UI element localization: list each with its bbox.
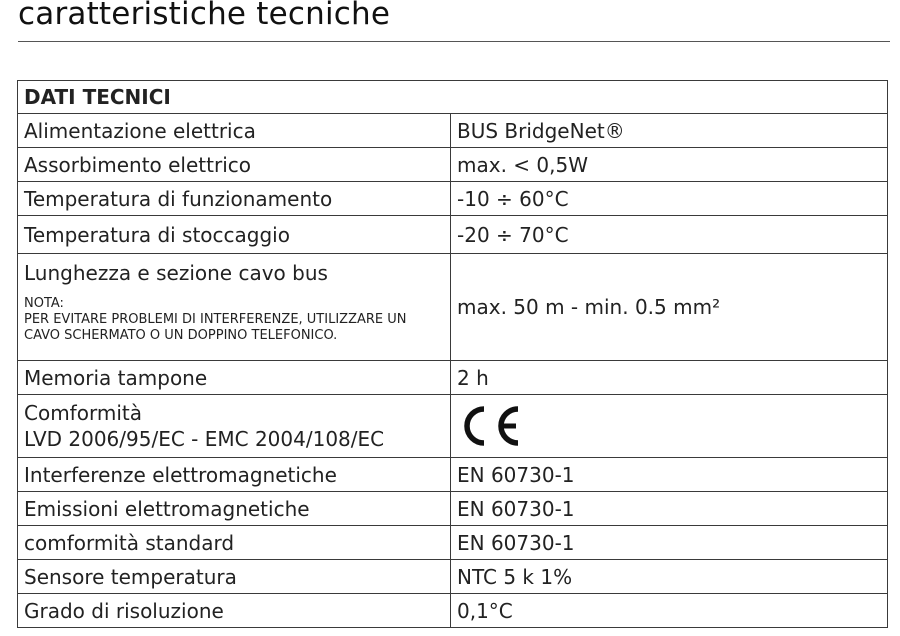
row-value: -20 ÷ 70°C — [451, 216, 888, 254]
table-row — [18, 182, 888, 216]
row-value: EN 60730-1 — [451, 458, 888, 492]
row-value — [451, 395, 888, 458]
row-value: NTC 5 k 1% — [451, 560, 888, 594]
table-header: DATI TECNICI — [18, 81, 888, 114]
table-row — [18, 560, 888, 594]
row-label: Emissioni elettromagnetiche — [18, 492, 451, 526]
row-label: Assorbimento elettrico — [18, 148, 451, 182]
row-sublabel: LVD 2006/95/EC - EMC 2004/108/EC — [24, 427, 385, 451]
cable-note — [24, 296, 444, 344]
row-label: Interferenze elettromagnetiche — [18, 458, 451, 492]
table-row — [18, 458, 888, 492]
row-value: EN 60730-1 — [451, 526, 888, 560]
row-label: Grado di risoluzione — [18, 594, 451, 628]
table-row — [18, 114, 888, 148]
table-row — [18, 216, 888, 254]
table-header-row — [18, 81, 888, 114]
row-value: 2 h — [451, 361, 888, 395]
row-label: Temperatura di funzionamento — [18, 182, 451, 216]
row-value: max. 50 m - min. 0.5 mm² — [451, 254, 888, 361]
row-label: Temperatura di stoccaggio — [18, 216, 451, 254]
table-row — [18, 395, 888, 458]
table-row — [18, 361, 888, 395]
table-row — [18, 526, 888, 560]
technical-data-table — [17, 80, 888, 628]
row-value: -10 ÷ 60°C — [451, 182, 888, 216]
title-divider — [18, 41, 890, 42]
row-value: EN 60730-1 — [451, 492, 888, 526]
note-title: NOTA: — [24, 296, 64, 311]
row-label: Comformità — [24, 401, 142, 425]
ce-mark-icon — [457, 403, 881, 449]
row-value: 0,1°C — [451, 594, 888, 628]
row-label: Sensore temperatura — [18, 560, 451, 594]
table-row — [18, 492, 888, 526]
row-value: BUS BridgeNet® — [451, 114, 888, 148]
row-label: comformità standard — [18, 526, 451, 560]
row-label: Memoria tampone — [18, 361, 451, 395]
note-line: CAVO SCHERMATO O UN DOPPINO TELEFONICO. — [24, 328, 338, 343]
row-label: Lunghezza e sezione cavo bus — [24, 261, 328, 285]
page-title: caratteristiche tecniche — [18, 0, 391, 32]
row-label-with-note — [18, 254, 451, 361]
note-line: PER EVITARE PROBLEMI DI INTERFERENZE, UTILIZZARE UN — [24, 312, 407, 327]
row-value: max. < 0,5W — [451, 148, 888, 182]
table-row — [18, 254, 888, 361]
table-row — [18, 594, 888, 628]
row-label-with-sublabel — [18, 395, 451, 458]
row-label: Alimentazione elettrica — [18, 114, 451, 148]
table-row — [18, 148, 888, 182]
